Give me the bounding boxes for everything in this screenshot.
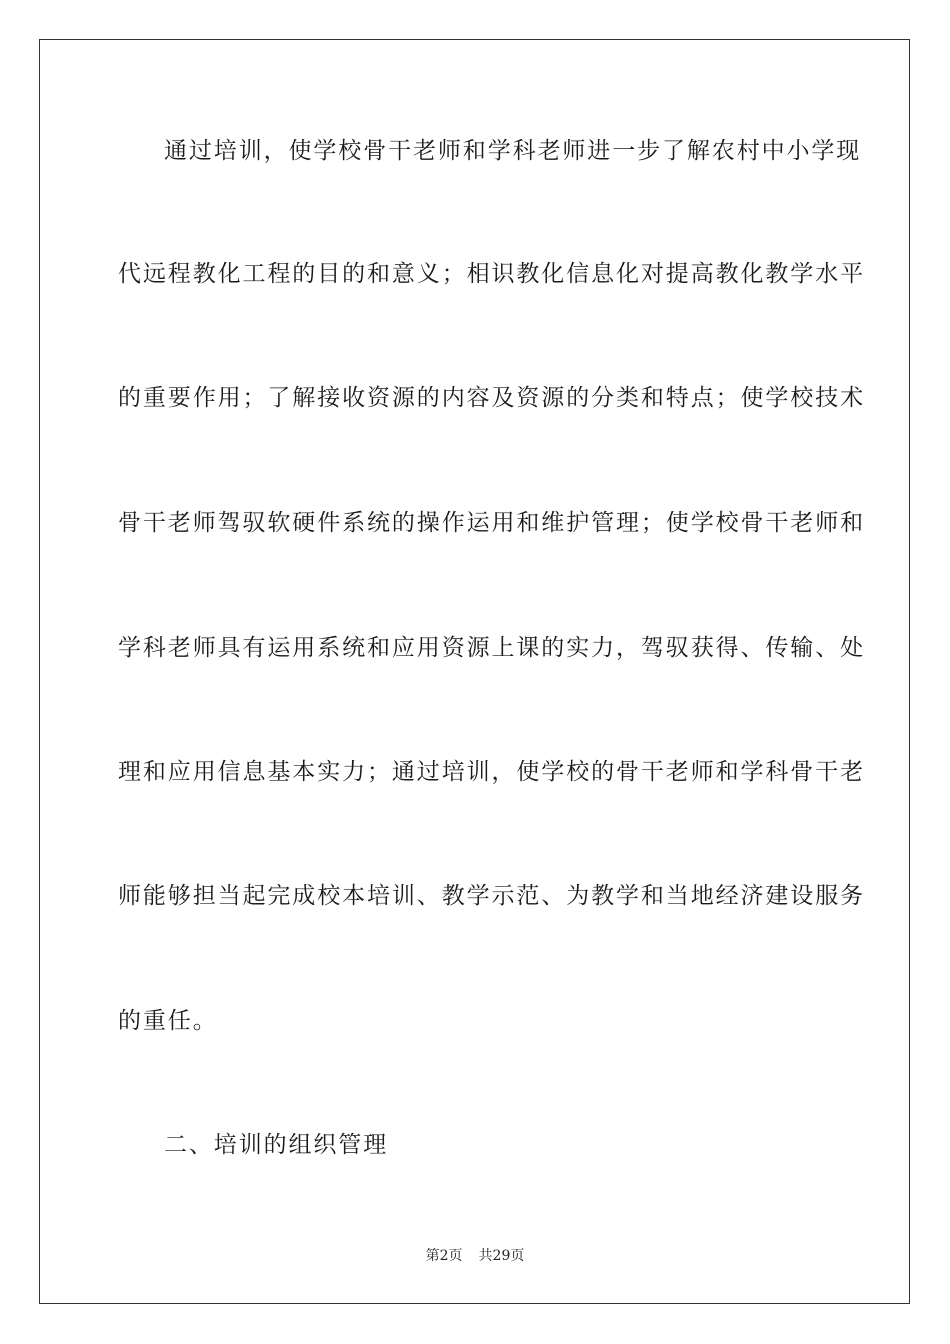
page-number: 第2页 (425, 1248, 463, 1264)
paragraph-line-6: 理和应用信息基本实力；通过培训，使学校的骨干老师和学科骨干老 (118, 759, 865, 785)
page-footer (0, 1247, 950, 1265)
paragraph-line-3: 的重要作用；了解接收资源的内容及资源的分类和特点；使学校技术 (118, 385, 865, 411)
page-total: 共29页 (478, 1248, 525, 1264)
section-heading: 二、培训的组织管理 (164, 1132, 389, 1158)
paragraph-line-7: 师能够担当起完成校本培训、教学示范、为教学和当地经济建设服务 (118, 883, 865, 909)
paragraph-line-1: 通过培训，使学校骨干老师和学科老师进一步了解农村中小学现 (164, 138, 862, 164)
paragraph-line-8: 的重任。 (118, 1008, 218, 1034)
paragraph-line-5: 学科老师具有运用系统和应用资源上课的实力，驾驭获得、传输、处 (118, 635, 865, 661)
paragraph-line-4: 骨干老师驾驭软硬件系统的操作运用和维护管理；使学校骨干老师和 (118, 510, 865, 536)
page-border (39, 39, 910, 1304)
paragraph-line-2: 代远程教化工程的目的和意义；相识教化信息化对提高教化教学水平 (118, 261, 865, 287)
